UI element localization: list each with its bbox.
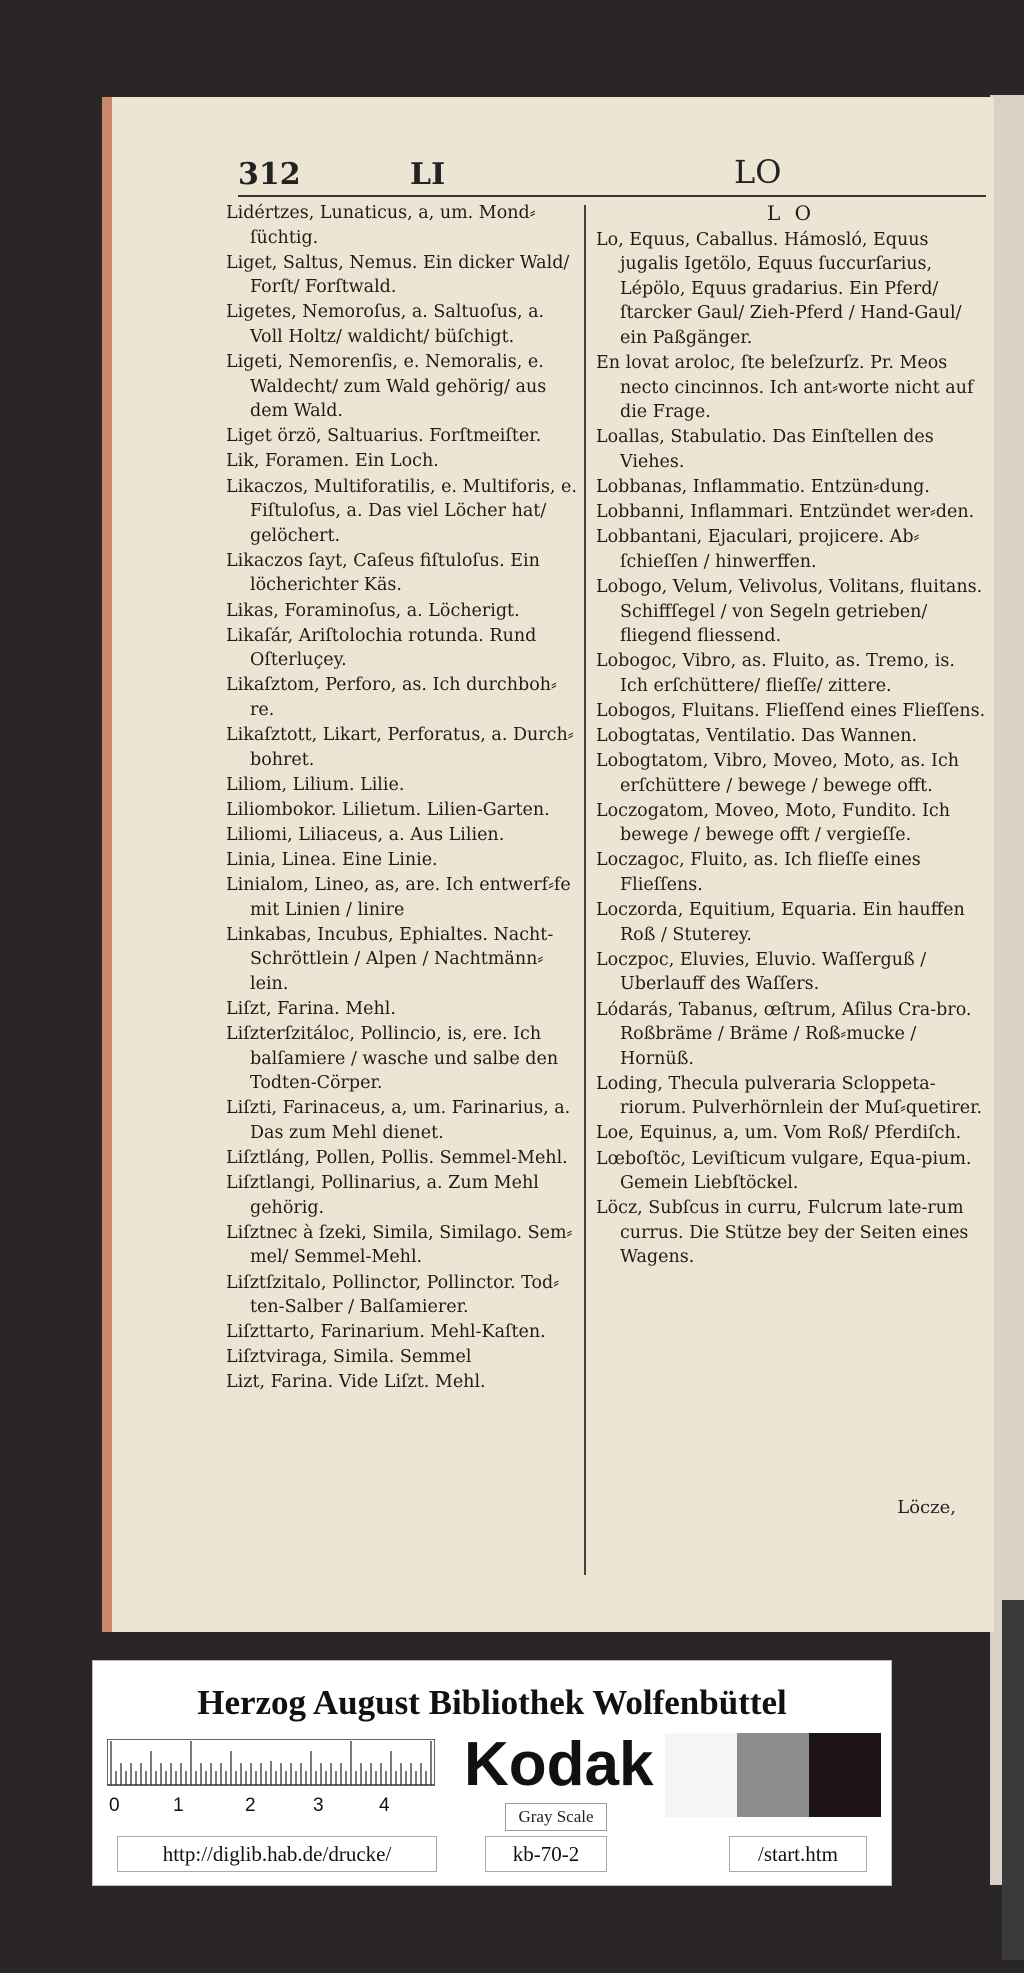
dictionary-entry: Lobogtatas, Ventilatio. Das Wannen.: [596, 725, 918, 746]
ruler-num: 4: [379, 1795, 390, 1816]
dictionary-entry: Liget, Saltus, Nemus. Ein dicker Wald/ Forſt/ Forſtwald.: [226, 252, 570, 298]
adjacent-page-shadow: [1002, 1600, 1024, 1960]
dictionary-entry: Liget örzö, Saltuarius. Forſtmeiſter.: [226, 426, 542, 447]
dictionary-entry: Lik, Foramen. Ein Loch.: [226, 451, 439, 472]
gray-scale-label: Gray Scale: [505, 1803, 607, 1831]
dictionary-entry: Loczogatom, Moveo, Moto, Fundito. Ich bewege / bewege offt / vergieſſe.: [596, 800, 950, 846]
dictionary-entry: Loczorda, Equitium, Equaria. Ein hauffen Roß / Stuterey.: [596, 900, 965, 945]
dictionary-entry: Loallas, Stabulatio. Das Einſtellen des Viehes.: [596, 427, 934, 472]
dictionary-entry: En lovat aroloc, ſte beleſzurſz. Pr. Meos necto cincinnos. Ich ant⸗worte nicht auf die Frage.: [596, 353, 974, 423]
ruler-num: 1: [173, 1795, 184, 1816]
dictionary-entry: Liliombokor. Lilietum. Lilien-Garten.: [226, 799, 550, 820]
dictionary-entry: Lobbanas, Inflammatio. Entzün⸗dung.: [596, 477, 930, 498]
running-head-right: LO: [734, 153, 782, 191]
dictionary-entry: Lobogtatom, Vibro, Moveo, Moto, as. Ich erſchüttere / bewege / bewege offt.: [596, 751, 960, 796]
gray-swatch-dark: [809, 1733, 881, 1817]
dictionary-entry: Likaſár, Ariſtolochia rotunda. Rund Oſterluçey.: [226, 625, 537, 671]
dictionary-entry: Löcz, Subſcus in curru, Fulcrum late-rum currus. Die Stütze bey der Seiten eines Wagens.: [596, 1198, 969, 1268]
dictionary-entry: Likaſztom, Perforo, as. Ich durchboh⸗re.: [226, 675, 557, 720]
color-target-card: [92, 1660, 892, 1886]
dictionary-entry: Linia, Linea. Eine Linie.: [226, 849, 438, 870]
dictionary-entry: Liſzttarto, Farinarium. Mehl-Kaſten.: [226, 1322, 546, 1343]
dictionary-entry: Lœboſtöc, Leviſticum vulgare, Equa-pium. Gemein Liebſtöckel.: [596, 1148, 972, 1194]
dictionary-entry: Liliom, Lilium. Lilie.: [226, 774, 405, 795]
dictionary-entry: Liliomi, Liliaceus, a. Aus Lilien.: [226, 824, 505, 845]
scale-ruler: [107, 1739, 435, 1819]
dictionary-entry: Lidértzes, Lunaticus, a, um. Mond⸗ſüchtig.: [226, 203, 536, 248]
dictionary-entry: Lizt, Farina. Vide Liſzt. Mehl.: [226, 1372, 486, 1393]
dictionary-entry: Ligeti, Nemorenſis, e. Nemoralis, e. Waldecht/ zum Wald gehörig/ aus dem Wald.: [226, 352, 547, 422]
dictionary-entry: Liſztnec à ſzeki, Simila, Similago. Sem⸗mel/ Semmel-Mehl.: [226, 1222, 573, 1268]
library-title: Herzog August Bibliothek Wolfenbüttel: [197, 1683, 787, 1722]
dictionary-entry: Lobbanni, Inflammari. Entzündet wer⸗den.: [596, 502, 975, 523]
dictionary-entry: Lo, Equus, Caballus. Hámosló, Equus jugalis Igetölo, Equus ſuccurſarius, Lépölo, Equus gradarius. Ein Pferd/ ſtarcker Gaul/ Zieh-Pferd / Hand-Gaul/ ein Paßgänger.: [596, 229, 962, 348]
ruler-num: 3: [313, 1795, 324, 1816]
dictionary-entry: Likas, Foraminoſus, a. Löcherigt.: [226, 600, 520, 621]
url-right: /start.htm: [729, 1836, 867, 1872]
dictionary-entry: Liſztſzitalo, Pollinctor, Pollinctor. Tod⸗ten-Salber / Balſamierer.: [226, 1272, 560, 1318]
dictionary-entry: Lobogo, Velum, Velivolus, Volitans, fluitans. Schiffſegel / von Segeln getrieben/ fliegend fliessend.: [596, 576, 983, 647]
gray-swatch-light: [665, 1733, 737, 1817]
dictionary-entry: Likaſztott, Likart, Perforatus, a. Durch⸗bohret.: [226, 724, 574, 770]
dictionary-entry: Liſztviraga, Simila. Semmel: [226, 1347, 472, 1368]
ruler-num: 2: [245, 1795, 256, 1816]
dictionary-entry: Lódarás, Tabanus, œſtrum, Aſilus Cra-bro. Roßbräme / Bräme / Roß⸗mucke / Hornüß.: [596, 999, 972, 1069]
running-head-left: LI: [410, 157, 446, 192]
dictionary-entry: Ligetes, Nemoroſus, a. Saltuoſus, a. Voll Holtz/ waldicht/ büſchigt.: [226, 302, 545, 347]
dictionary-entry: Loe, Equinus, a, um. Vom Roß/ Pferdiſch.: [596, 1123, 962, 1144]
dictionary-entry: Lobbantani, Ejaculari, projicere. Ab⸗ſchieſſen / hinwerffen.: [596, 527, 920, 572]
column-divider: [584, 205, 586, 1575]
dictionary-entry: Liſzt, Farina. Mehl.: [226, 999, 396, 1019]
url-mid: kb-70-2: [485, 1836, 607, 1872]
dictionary-entry: Lobogos, Fluitans. Flieſſend eines Flieſſens.: [596, 700, 986, 721]
ruler-num: 0: [109, 1795, 120, 1816]
page-number: 312: [238, 157, 301, 192]
dictionary-entry: Liſztlangi, Pollinarius, a. Zum Mehl gehörig.: [226, 1173, 539, 1218]
dictionary-entry: Liſzti, Farinaceus, a, um. Farinarius, a. Das zum Mehl dienet.: [226, 1098, 571, 1143]
right-column-heading: L O: [766, 201, 816, 225]
dictionary-entry: Linkabas, Incubus, Ephialtes. Nacht-Schröttlein / Alpen / Nachtmänn⸗lein.: [226, 924, 554, 994]
dictionary-entry: Liſzterſzitáloc, Pollincio, is, ere. Ich balſamiere / wasche und salbe den Todten-Cörper.: [226, 1024, 559, 1094]
dictionary-entry: Loczpoc, Eluvies, Eluvio. Waſſerguß / Uberlauff des Waſſers.: [596, 949, 927, 995]
dictionary-entry: Loczagoc, Fluito, as. Ich flieſſe eines Flieſſens.: [596, 850, 921, 896]
dictionary-entry: Lobogoc, Vibro, as. Fluito, as. Tremo, is. Ich erſchüttere/ flieſſe/ zittere.: [596, 651, 955, 696]
right-column: [596, 201, 986, 1271]
url-left: http://diglib.hab.de/drucke/: [117, 1836, 437, 1872]
book-page: [102, 97, 994, 1632]
dictionary-entry: Liſztláng, Pollen, Pollis. Semmel-Mehl.: [226, 1148, 568, 1169]
header-rule: [238, 195, 986, 197]
dictionary-entry: Loding, Thecula pulveraria Scloppeta-riorum. Pulverhörnlein der Muſ⸗quetirer.: [596, 1073, 983, 1119]
kodak-logo: Kodak: [464, 1730, 654, 1799]
dictionary-entry: Linialom, Lineo, as, are. Ich entwerf⸗fe mit Linien / linire: [226, 875, 571, 920]
catchword: Löcze,: [897, 1497, 956, 1518]
gray-swatch-mid: [737, 1733, 809, 1817]
dictionary-entry: Likaczos, Multiforatilis, e. Multiforis, e. Fiſtuloſus, a. Das viel Löcher hat/ gelöchert.: [226, 476, 577, 546]
left-column: [226, 201, 580, 1396]
dictionary-entry: Likaczos ſayt, Caſeus fiſtuloſus. Ein löcherichter Käs.: [226, 550, 540, 596]
